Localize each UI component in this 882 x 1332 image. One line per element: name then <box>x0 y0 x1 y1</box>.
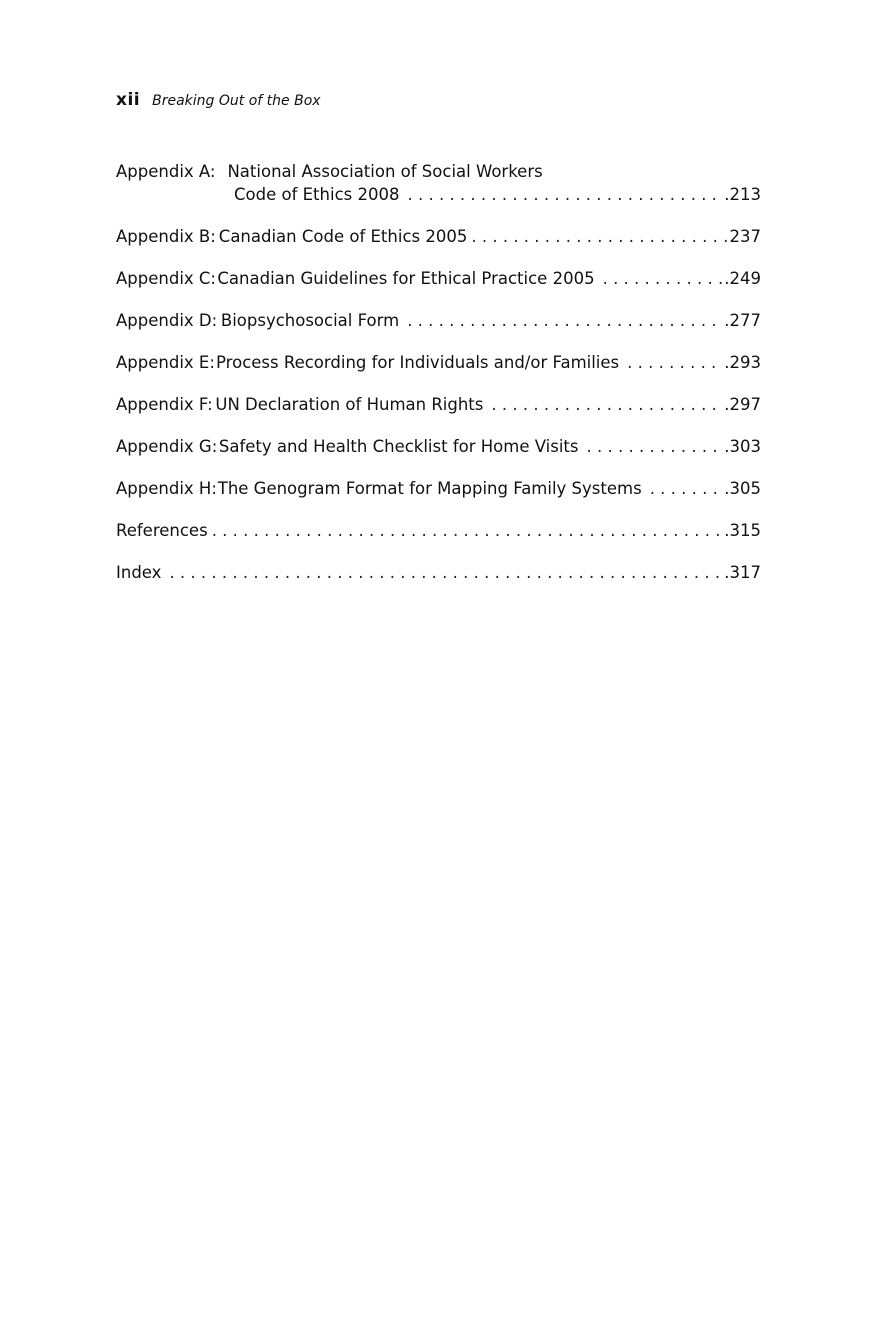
toc-entry-title: The Genogram Format for Mapping Family Systems <box>217 479 642 498</box>
toc-entry-page: .297 <box>724 395 761 414</box>
dot-leader <box>650 477 723 500</box>
toc-entry-prefix: Appendix C: <box>116 269 216 288</box>
book-title: Breaking Out of the Box <box>152 93 321 109</box>
dot-leader <box>407 183 722 206</box>
toc-entry-title: References <box>116 521 208 540</box>
toc-entry-page: .249 <box>724 269 761 288</box>
toc-entry-page: .213 <box>724 185 761 204</box>
toc-entry-title: Process Recording for Individuals and/or Families <box>216 353 620 372</box>
toc-entry-appendix-d[interactable] <box>116 309 761 332</box>
toc-entry-title: National Association of Social Workers <box>227 162 543 181</box>
toc-entry-title: Safety and Health Checklist for Home Visits <box>218 437 579 456</box>
toc-entry-title: Index <box>116 563 162 582</box>
toc-entry-prefix: Appendix D: <box>116 311 218 330</box>
toc-entry-prefix: Appendix A: <box>116 162 216 181</box>
toc-entry-title: Canadian Guidelines for Ethical Practice 2005 <box>217 269 595 288</box>
toc-entry-prefix: Appendix B: <box>116 227 216 246</box>
toc-entry-page: .303 <box>724 437 761 456</box>
toc-entry-appendix-g[interactable] <box>116 435 761 458</box>
dot-leader <box>212 519 723 542</box>
toc-entry-appendix-b[interactable] <box>116 225 761 248</box>
dot-leader <box>471 225 727 248</box>
toc-entry-title: Canadian Code of Ethics 2005 <box>218 227 468 246</box>
toc-entry-title: UN Declaration of Human Rights <box>215 395 484 414</box>
toc-entry-prefix: Appendix E: <box>116 353 215 372</box>
dot-leader <box>603 267 723 290</box>
dot-leader <box>407 309 722 332</box>
toc-entry-prefix: Appendix H: <box>116 479 217 498</box>
toc-entry-title-continued: Code of Ethics 2008 <box>234 185 400 204</box>
toc-entry-page: .317 <box>724 563 761 582</box>
toc-entry-page: 237 <box>729 227 761 246</box>
toc-entry-appendix-f[interactable] <box>116 393 761 416</box>
table-of-contents <box>116 160 761 603</box>
toc-entry-page: .277 <box>724 311 761 330</box>
dot-leader <box>587 435 723 458</box>
toc-entry-appendix-e[interactable] <box>116 351 761 374</box>
toc-entry-references[interactable] <box>116 519 761 542</box>
dot-leader <box>169 561 722 584</box>
toc-entry-prefix: Appendix F: <box>116 395 213 414</box>
toc-entry-title: Biopsychosocial Form <box>220 311 400 330</box>
toc-entry-appendix-h[interactable] <box>116 477 761 500</box>
dot-leader <box>491 393 722 416</box>
toc-entry-page: .293 <box>724 353 761 372</box>
running-head <box>116 90 321 114</box>
toc-entry-page: .305 <box>724 479 761 498</box>
toc-entry-page: .315 <box>724 521 761 540</box>
page-folio: xii <box>116 90 141 110</box>
toc-entry-appendix-c[interactable] <box>116 267 761 290</box>
dot-leader <box>627 351 722 374</box>
toc-entry-appendix-a[interactable] <box>116 160 761 206</box>
toc-entry-index[interactable] <box>116 561 761 584</box>
toc-entry-prefix: Appendix G: <box>116 437 218 456</box>
